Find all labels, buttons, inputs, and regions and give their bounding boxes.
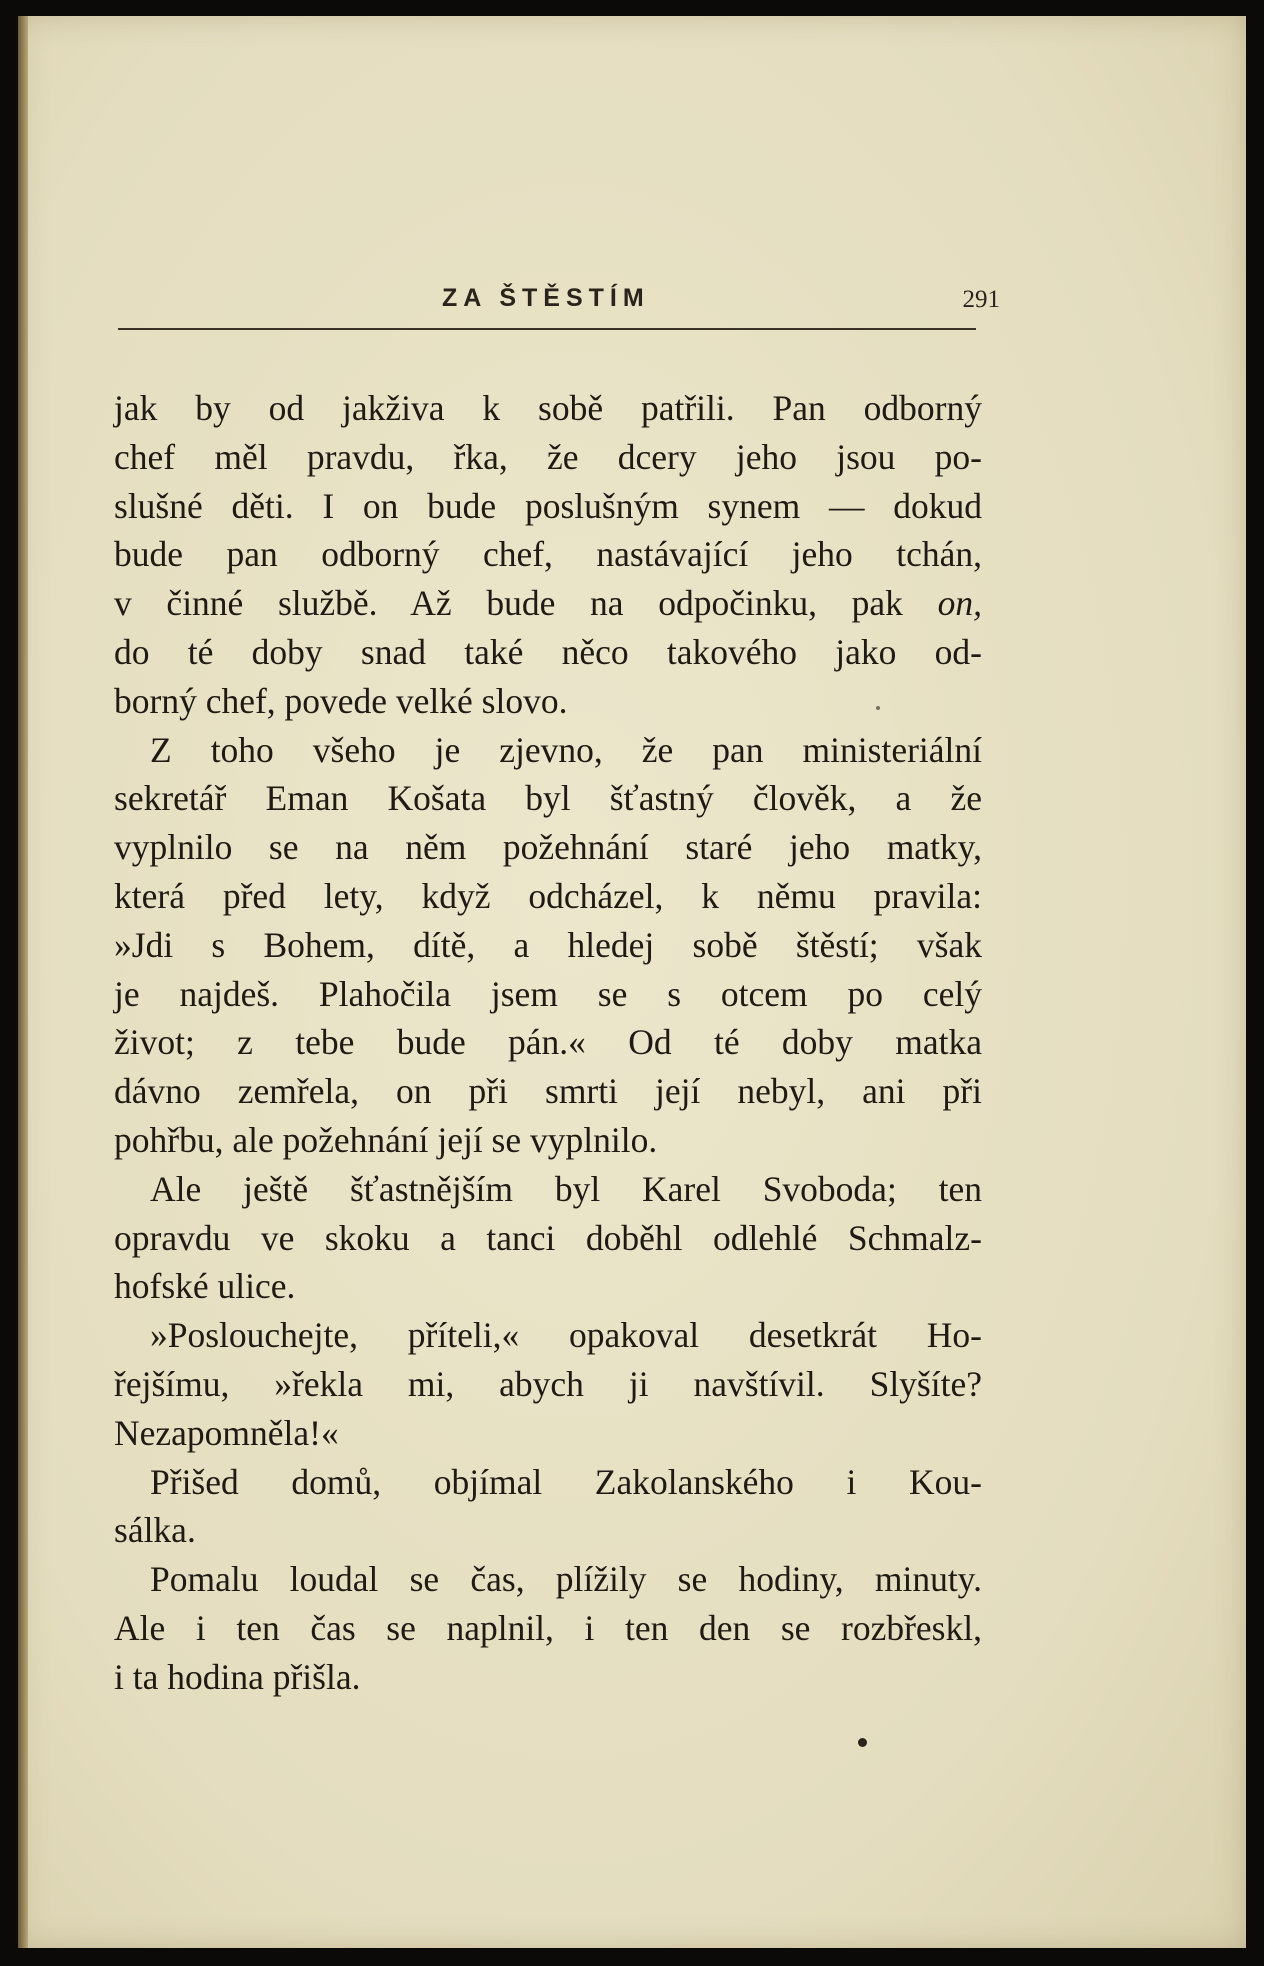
text-line: Přišed domů, objímal Zakolanského i Kou- — [150, 1461, 982, 1502]
emphasized-word: on, — [937, 583, 982, 624]
text-line: sálka. — [114, 1510, 196, 1551]
text-line: slušné děti. I on bude poslušným synem — dokud — [114, 485, 982, 526]
text-line: hofské ulice. — [114, 1266, 296, 1307]
ink-speck — [858, 1738, 867, 1747]
text-line: chef měl pravdu, řka, že dcery jeho jsou po- — [114, 436, 982, 477]
header-rule — [118, 328, 976, 330]
text-line: borný chef, povede velké slovo. — [114, 680, 568, 721]
page-header — [118, 284, 1000, 324]
book-page — [18, 16, 1246, 1948]
text-line: řejšímu, »řekla mi, abych ji navštívil. Slyšíte? — [114, 1363, 982, 1404]
text-line: pohřbu, ale požehnání její se vyplnilo. — [114, 1119, 658, 1160]
text-line: která před lety, když odcházel, k němu pravila: — [114, 875, 982, 916]
text-line: vyplnilo se na něm požehnání staré jeho matky, — [114, 827, 982, 868]
text-line: sekretář Eman Košata byl šťastný člověk, a že — [114, 778, 982, 819]
text-line: Ale ještě šťastnějším byl Karel Svoboda; ten — [150, 1168, 982, 1209]
text-line: je najdeš. Plahočila jsem se s otcem po celý — [114, 973, 982, 1014]
text-line: do té doby snad také něco takového jako od- — [114, 631, 982, 672]
text-line: opravdu ve skoku a tanci doběhl odlehlé Schmalz- — [114, 1217, 982, 1258]
text-line: i ta hodina přišla. — [114, 1656, 361, 1697]
text-line: Pomalu loudal se čas, plížily se hodiny, minuty. — [150, 1559, 982, 1600]
text-line: dávno zemřela, on při smrti její nebyl, ani při — [114, 1071, 982, 1112]
text-line: bude pan odborný chef, nastávající jeho tchán, — [114, 534, 982, 575]
text-line-with-emphasis — [114, 579, 982, 628]
ink-speck — [876, 706, 880, 710]
page-binding-edge — [18, 16, 28, 1948]
page-number: 291 — [962, 286, 1000, 313]
text-line: Z toho všeho je zjevno, že pan ministeriální — [150, 729, 982, 770]
text-line: »Poslouchejte, příteli,« opakoval desetkrát Ho- — [150, 1315, 982, 1356]
running-title: ZA ŠTĚSTÍM — [442, 284, 650, 312]
text-line: »Jdi s Bohem, dítě, a hledej sobě štěstí; však — [114, 924, 982, 965]
text-line: Ale i ten čas se naplnil, i ten den se rozbřeskl, — [114, 1607, 982, 1648]
body-text — [114, 384, 982, 1702]
text-line: život; z tebe bude pán.« Od té doby matka — [114, 1022, 982, 1063]
text-line: jak by od jakživa k sobě patřili. Pan odborný — [114, 388, 982, 428]
text-line: Nezapomněla!« — [114, 1412, 339, 1453]
text-segment: v činné službě. Až bude na odpočinku, pak — [114, 583, 938, 624]
